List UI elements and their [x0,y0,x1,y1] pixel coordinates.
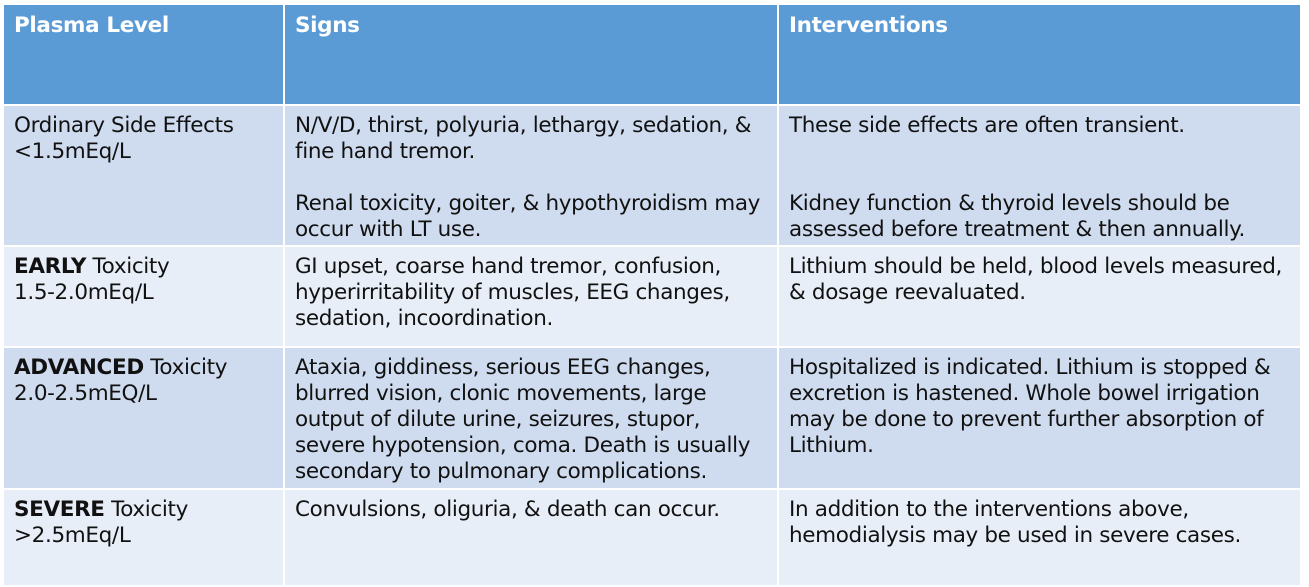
signs-cell: GI upset, coarse hand tremor, confusion, hyperirritability of muscles, EEG changes, sedation, incoordination. [284,246,778,347]
lithium-toxicity-table [2,3,1302,587]
interventions-cell: Lithium should be held, blood levels measured, & dosage reevaluated. [778,246,1301,347]
severity-label: EARLY [14,254,87,279]
signs-text-long-term: Renal toxicity, goiter, & hypothyroidism may occur with LT use. [295,191,761,242]
toxicity-label: Toxicity [143,355,228,380]
toxicity-label: Toxicity [104,497,188,522]
signs-text: N/V/D, thirst, polyuria, lethargy, sedation, & fine hand tremor. [295,113,752,164]
level-range: <1.5mEq/L [14,139,131,164]
header-interventions: Interventions [778,4,1301,105]
signs-cell: Convulsions, oliguria, & death can occur. [284,489,778,586]
toxicity-label: Toxicity [86,254,170,279]
table-row-ordinary [3,105,1301,246]
interventions-text: These side effects are often transient. [789,113,1185,138]
interventions-cell: Hospitalized is indicated. Lithium is stopped & excretion is hastened. Whole bowel irrigation may be done to prevent further absorption of Lithium. [778,347,1301,489]
signs-cell: Ataxia, giddiness, serious EEG changes, blurred vision, clonic movements, large output of dilute urine, seizures, stupor, severe hypotension, coma. Death is usually secondary to pulmonary complications. [284,347,778,489]
interventions-text-monitoring: Kidney function & thyroid levels should be assessed before treatment & then annually. [789,191,1245,242]
signs-cell [284,105,778,246]
level-range: >2.5mEq/L [14,523,131,548]
level-name: Ordinary Side Effects [14,113,234,138]
plasma-level-cell [3,246,284,347]
plasma-level-cell [3,489,284,586]
table-row-severe [3,489,1301,586]
header-signs: Signs [284,4,778,105]
severity-label: SEVERE [14,497,105,522]
level-range: 2.0-2.5mEQ/L [14,381,157,406]
header-row [3,4,1301,105]
plasma-level-cell [3,105,284,246]
interventions-cell [778,105,1301,246]
level-range: 1.5-2.0mEq/L [14,280,154,305]
interventions-cell: In addition to the interventions above, hemodialysis may be used in severe cases. [778,489,1301,586]
plasma-level-cell [3,347,284,489]
table-row-early [3,246,1301,347]
header-plasma-level: Plasma Level [3,4,284,105]
table-row-advanced [3,347,1301,489]
severity-label: ADVANCED [14,355,144,380]
